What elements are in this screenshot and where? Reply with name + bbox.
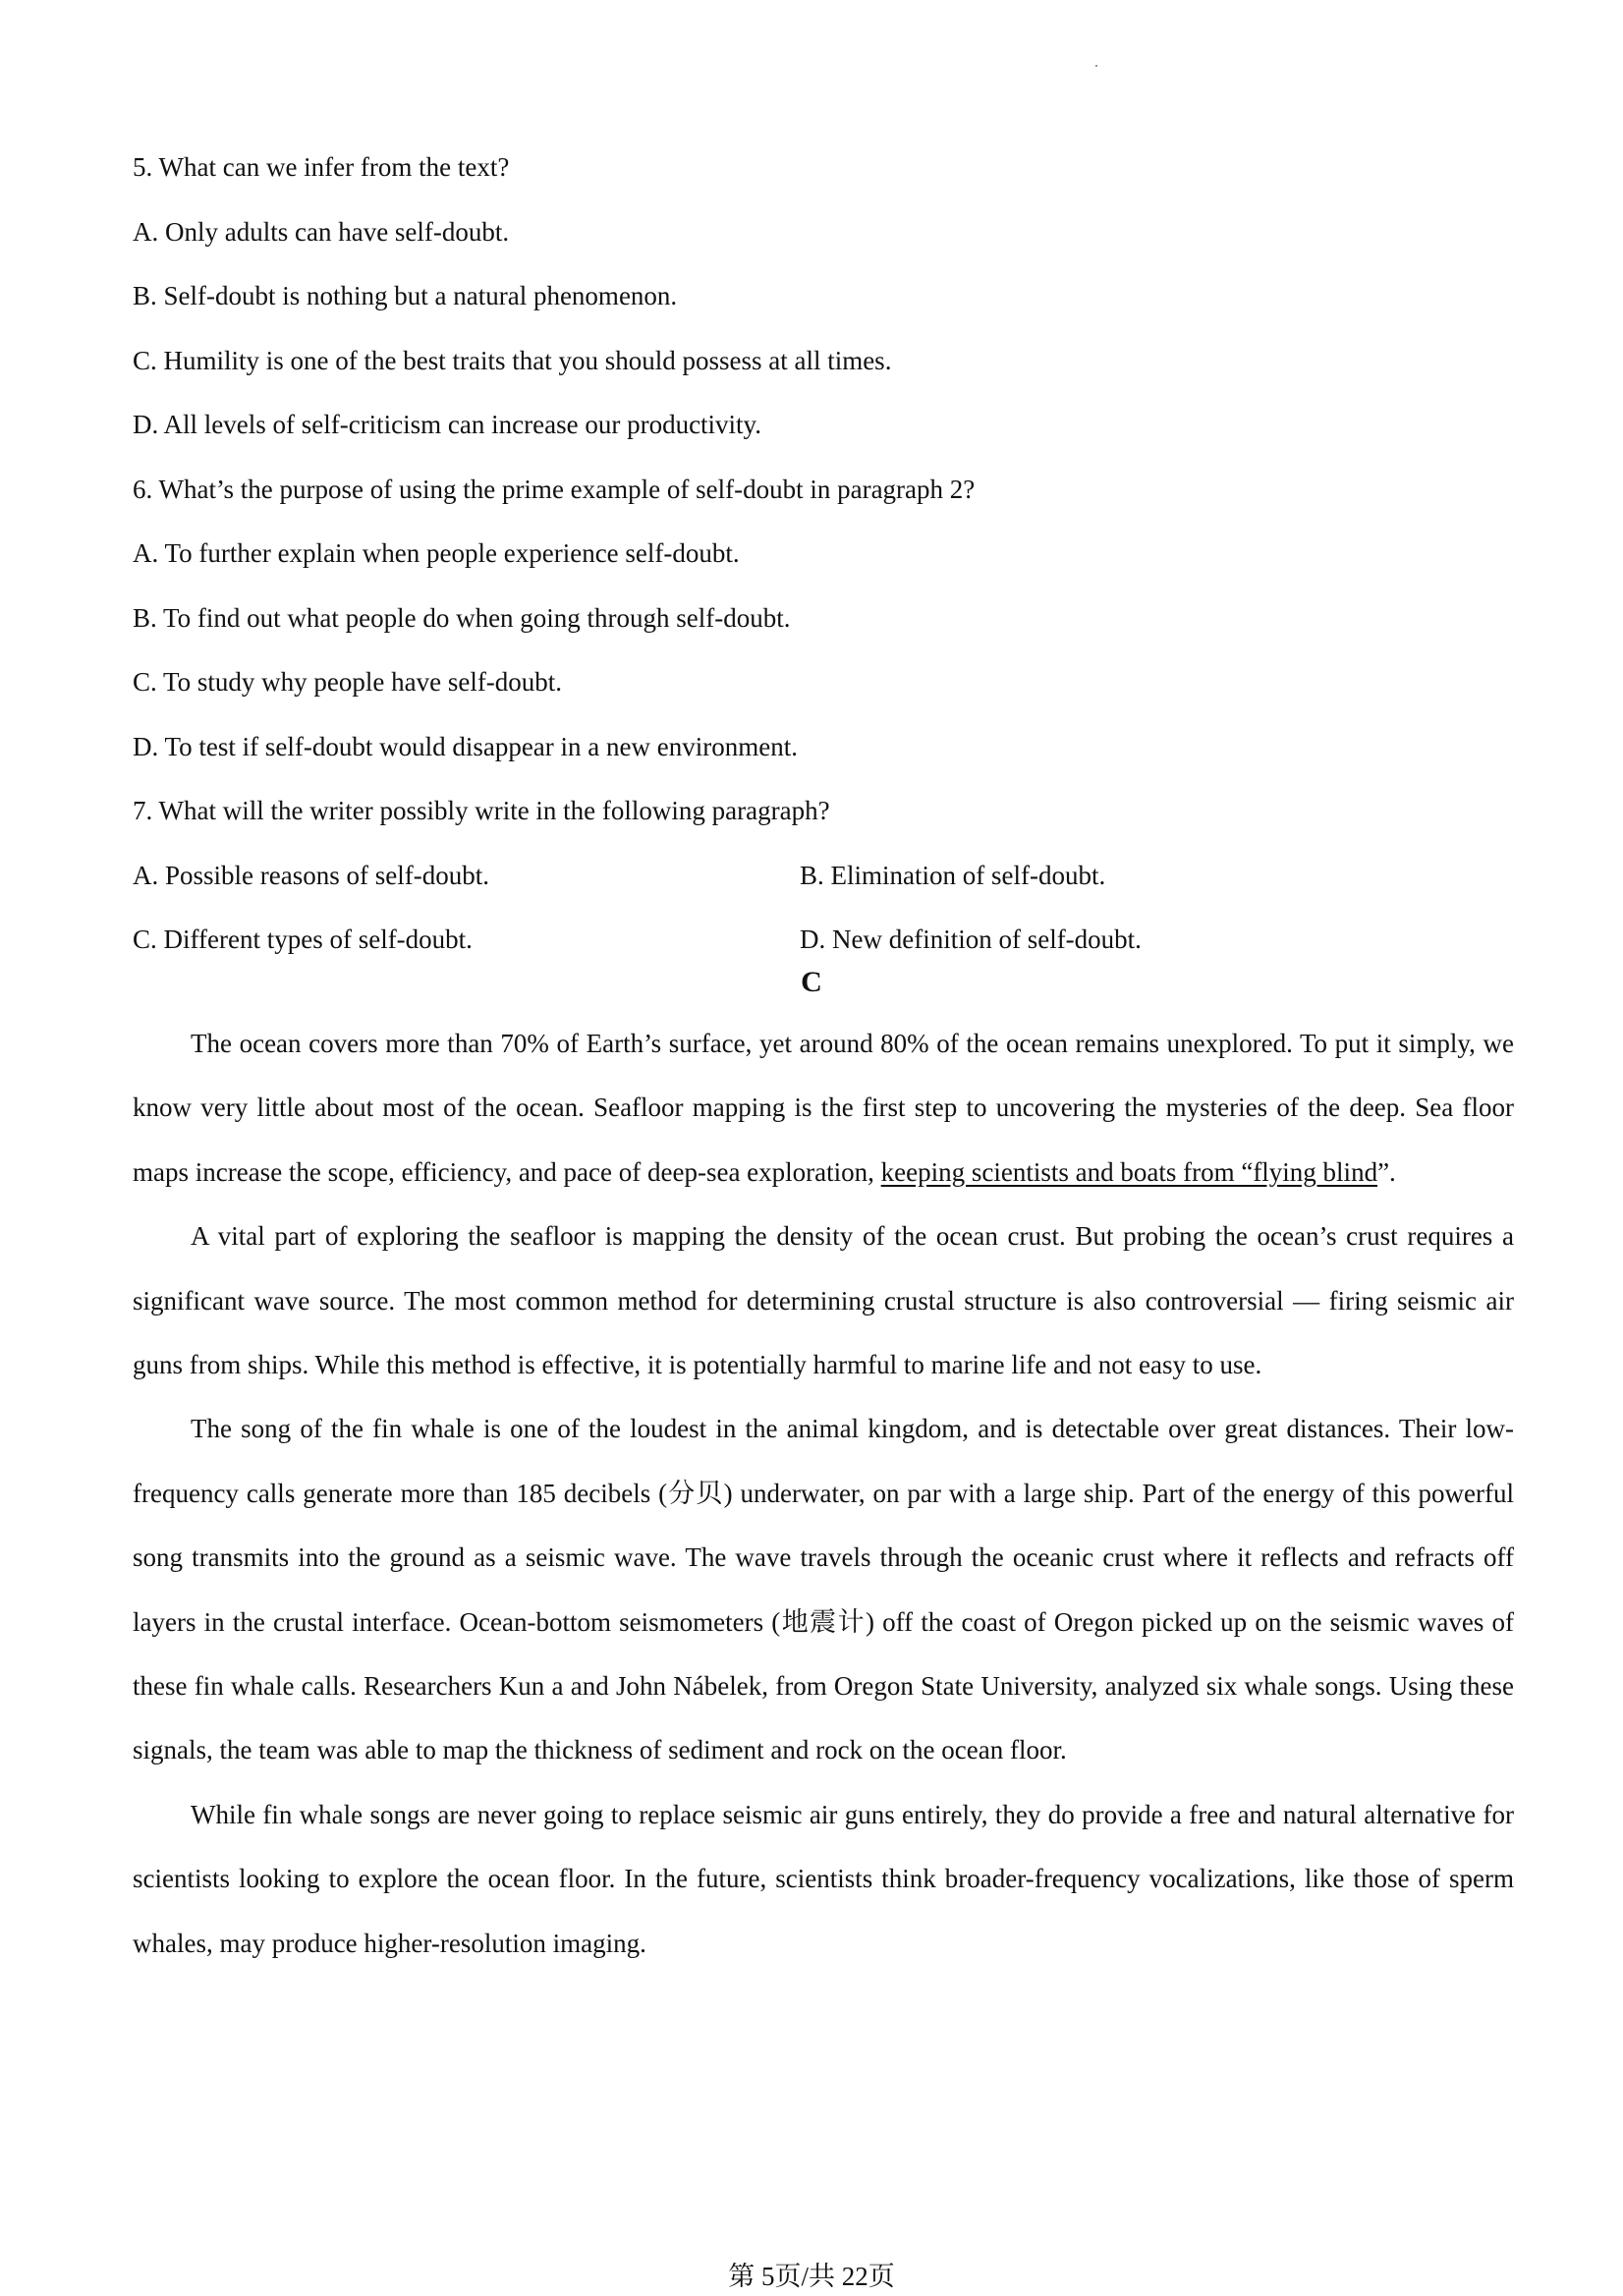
question-6-stem: 6. What’s the purpose of using the prime example of self-doubt in paragraph 2? [133,474,976,504]
paragraph-4: While fin whale songs are never going to replace seismic air guns entirely, they do provide a free and natural alternative for scientists looking to explore the ocean floor. In the future, scientists think broader-frequency vocalizations, like those of sperm whales, may produce higher-resolution imaging. [133,1799,1514,1958]
scan-mark [1095,65,1097,67]
paragraph-2: A vital part of exploring the seafloor is mapping the density of the ocean crust. But probing the ocean’s crust requires a significant wave source. The most common method for determining crustal structure is also controversial — firing seismic air guns from ships. While this method is effective, it is potentially harmful to marine life and not easy to use. [133,1221,1514,1380]
question-5-option-c: C. Humility is one of the best traits that you should possess at all times. [133,345,892,375]
question-block [133,136,1508,973]
paragraph-1 [133,1012,1514,1204]
question-5-option-d: D. All levels of self-criticism can increase our productivity. [133,410,762,439]
paragraph-1-text: The ocean covers more than 70% of Earth’s surface, yet around 80% of the ocean remains unexplored. To put it simply, we know very little about most of the ocean. Seafloor mapping is the first step to uncovering the mysteries of the deep. Sea floor maps increase the scope, efficiency, and pace of deep-sea exploration, [133,1029,1514,1187]
paragraph-1-end: ”. [1377,1156,1396,1187]
section-heading: C [801,966,822,998]
question-7-stem: 7. What will the writer possibly write in the following paragraph? [133,796,830,825]
paragraph-3: The song of the fin whale is one of the loudest in the animal kingdom, and is detectable over great distances. Their low-frequency calls generate more than 185 decibels (分贝) underwater, on par with a large ship. Part of the energy of this powerful song transmits into the ground as a seismic wave. The wave travels through the oceanic crust where it reflects and refracts off layers in the crustal interface. Ocean-bottom seismometers (地震计) off the coast of Oregon picked up on the seismic waves of these fin whale calls. Researchers Kun a and John Nábelek, from Oregon State University, analyzed six whale songs. Using these signals, the team was able to map the thickness of sediment and rock on the ocean floor. [133,1414,1514,1765]
question-7-option-a: A. Possible reasons of self-doubt. [133,860,489,890]
page-number: 第 5页/共 22页 [728,2262,895,2291]
question-6-option-c: C. To study why people have self-doubt. [133,667,563,697]
question-7-options-row-1 [133,844,1508,909]
question-6-option-a: A. To further explain when people experience self-doubt. [133,538,740,568]
question-7-option-d: D. New definition of self-doubt. [800,924,1142,954]
underlined-phrase: keeping scientists and boats from “flying blind [880,1156,1378,1187]
question-5-stem: 5. What can we infer from the text? [133,152,510,182]
reading-passage [133,1012,1514,1976]
question-5-option-b: B. Self-doubt is nothing but a natural phenomenon. [133,281,678,310]
question-7-option-b: B. Elimination of self-doubt. [800,860,1106,890]
question-6-option-b: B. To find out what people do when going through self-doubt. [133,602,791,633]
question-7-option-c: C. Different types of self-doubt. [133,924,473,954]
question-5-option-a: A. Only adults can have self-doubt. [133,216,510,247]
question-6-option-d: D. To test if self-doubt would disappear in a new environment. [133,731,798,761]
